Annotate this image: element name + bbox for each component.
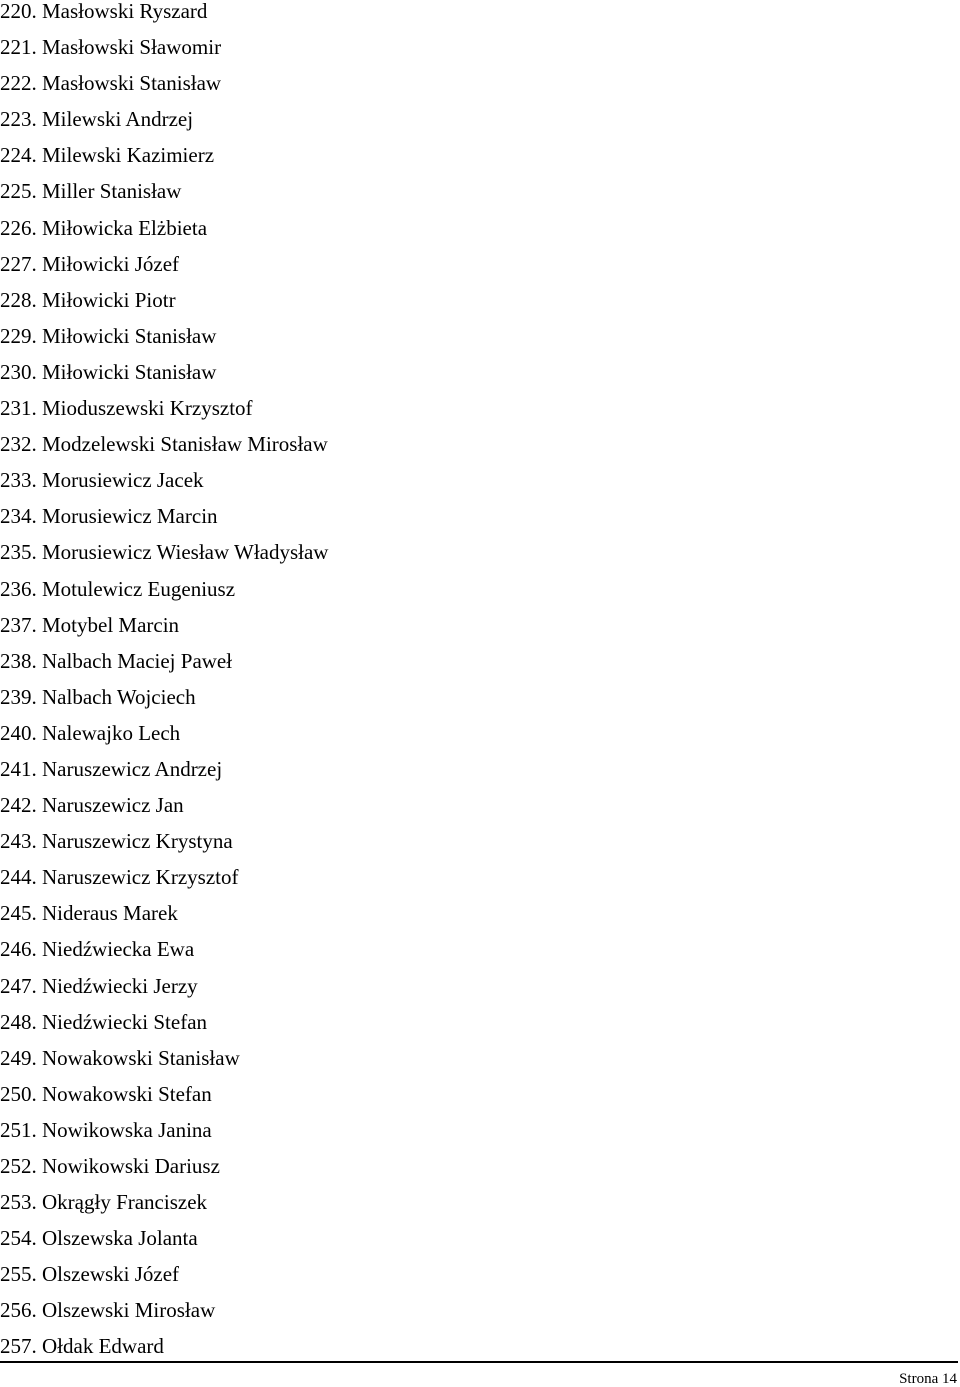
list-item: 234. Morusiewicz Marcin [0, 504, 218, 529]
page-number: Strona 14 [899, 1371, 957, 1387]
list-item: 239. Nalbach Wojciech [0, 684, 196, 709]
list-item: 231. Mioduszewski Krzysztof [0, 396, 253, 421]
list-item: 220. Masłowski Ryszard [0, 0, 208, 23]
list-item: 238. Nalbach Maciej Paweł [0, 648, 233, 673]
list-item: 251. Nowikowska Janina [0, 1117, 212, 1142]
list-item: 223. Milewski Andrzej [0, 107, 194, 132]
list-item: 224. Milewski Kazimierz [0, 143, 215, 168]
list-item: 254. Olszewska Jolanta [0, 1226, 198, 1251]
list-item: 221. Masłowski Sławomir [0, 35, 222, 60]
list-item: 230. Miłowicki Stanisław [0, 359, 217, 384]
list-item: 240. Nalewajko Lech [0, 720, 181, 745]
list-item: 236. Motulewicz Eugeniusz [0, 576, 236, 601]
list-item: 256. Olszewski Mirosław [0, 1298, 216, 1323]
list-item: 250. Nowakowski Stefan [0, 1081, 212, 1106]
list-item: 222. Masłowski Stanisław [0, 71, 222, 96]
name-list [0, 0, 328, 1365]
list-item: 235. Morusiewicz Wiesław Władysław [0, 540, 329, 565]
list-item: 245. Nideraus Marek [0, 901, 178, 926]
list-item: 257. Ołdak Edward [0, 1334, 164, 1359]
footer-divider [0, 1361, 958, 1363]
list-item: 246. Niedźwiecka Ewa [0, 937, 195, 962]
list-item: 247. Niedźwiecki Jerzy [0, 973, 198, 998]
list-item: 253. Okrągły Franciszek [0, 1190, 208, 1215]
list-item: 237. Motybel Marcin [0, 612, 180, 637]
list-item: 248. Niedźwiecki Stefan [0, 1009, 208, 1034]
list-item: 227. Miłowicki Józef [0, 251, 180, 276]
list-item: 249. Nowakowski Stanisław [0, 1045, 240, 1070]
list-item: 232. Modzelewski Stanisław Mirosław [0, 432, 328, 457]
list-item: 241. Naruszewicz Andrzej [0, 756, 223, 781]
list-item: 229. Miłowicki Stanisław [0, 323, 217, 348]
list-item: 252. Nowikowski Dariusz [0, 1154, 220, 1178]
list-item: 255. Olszewski Józef [0, 1262, 180, 1287]
list-item: 228. Miłowicki Piotr [0, 287, 176, 312]
list-item: 226. Miłowicka Elżbieta [0, 215, 208, 240]
list-item: 233. Morusiewicz Jacek [0, 468, 204, 493]
list-item: 242. Naruszewicz Jan [0, 793, 184, 818]
list-item: 225. Miller Stanisław [0, 179, 182, 204]
list-item: 243. Naruszewicz Krystyna [0, 829, 233, 854]
list-item: 244. Naruszewicz Krzysztof [0, 865, 239, 890]
